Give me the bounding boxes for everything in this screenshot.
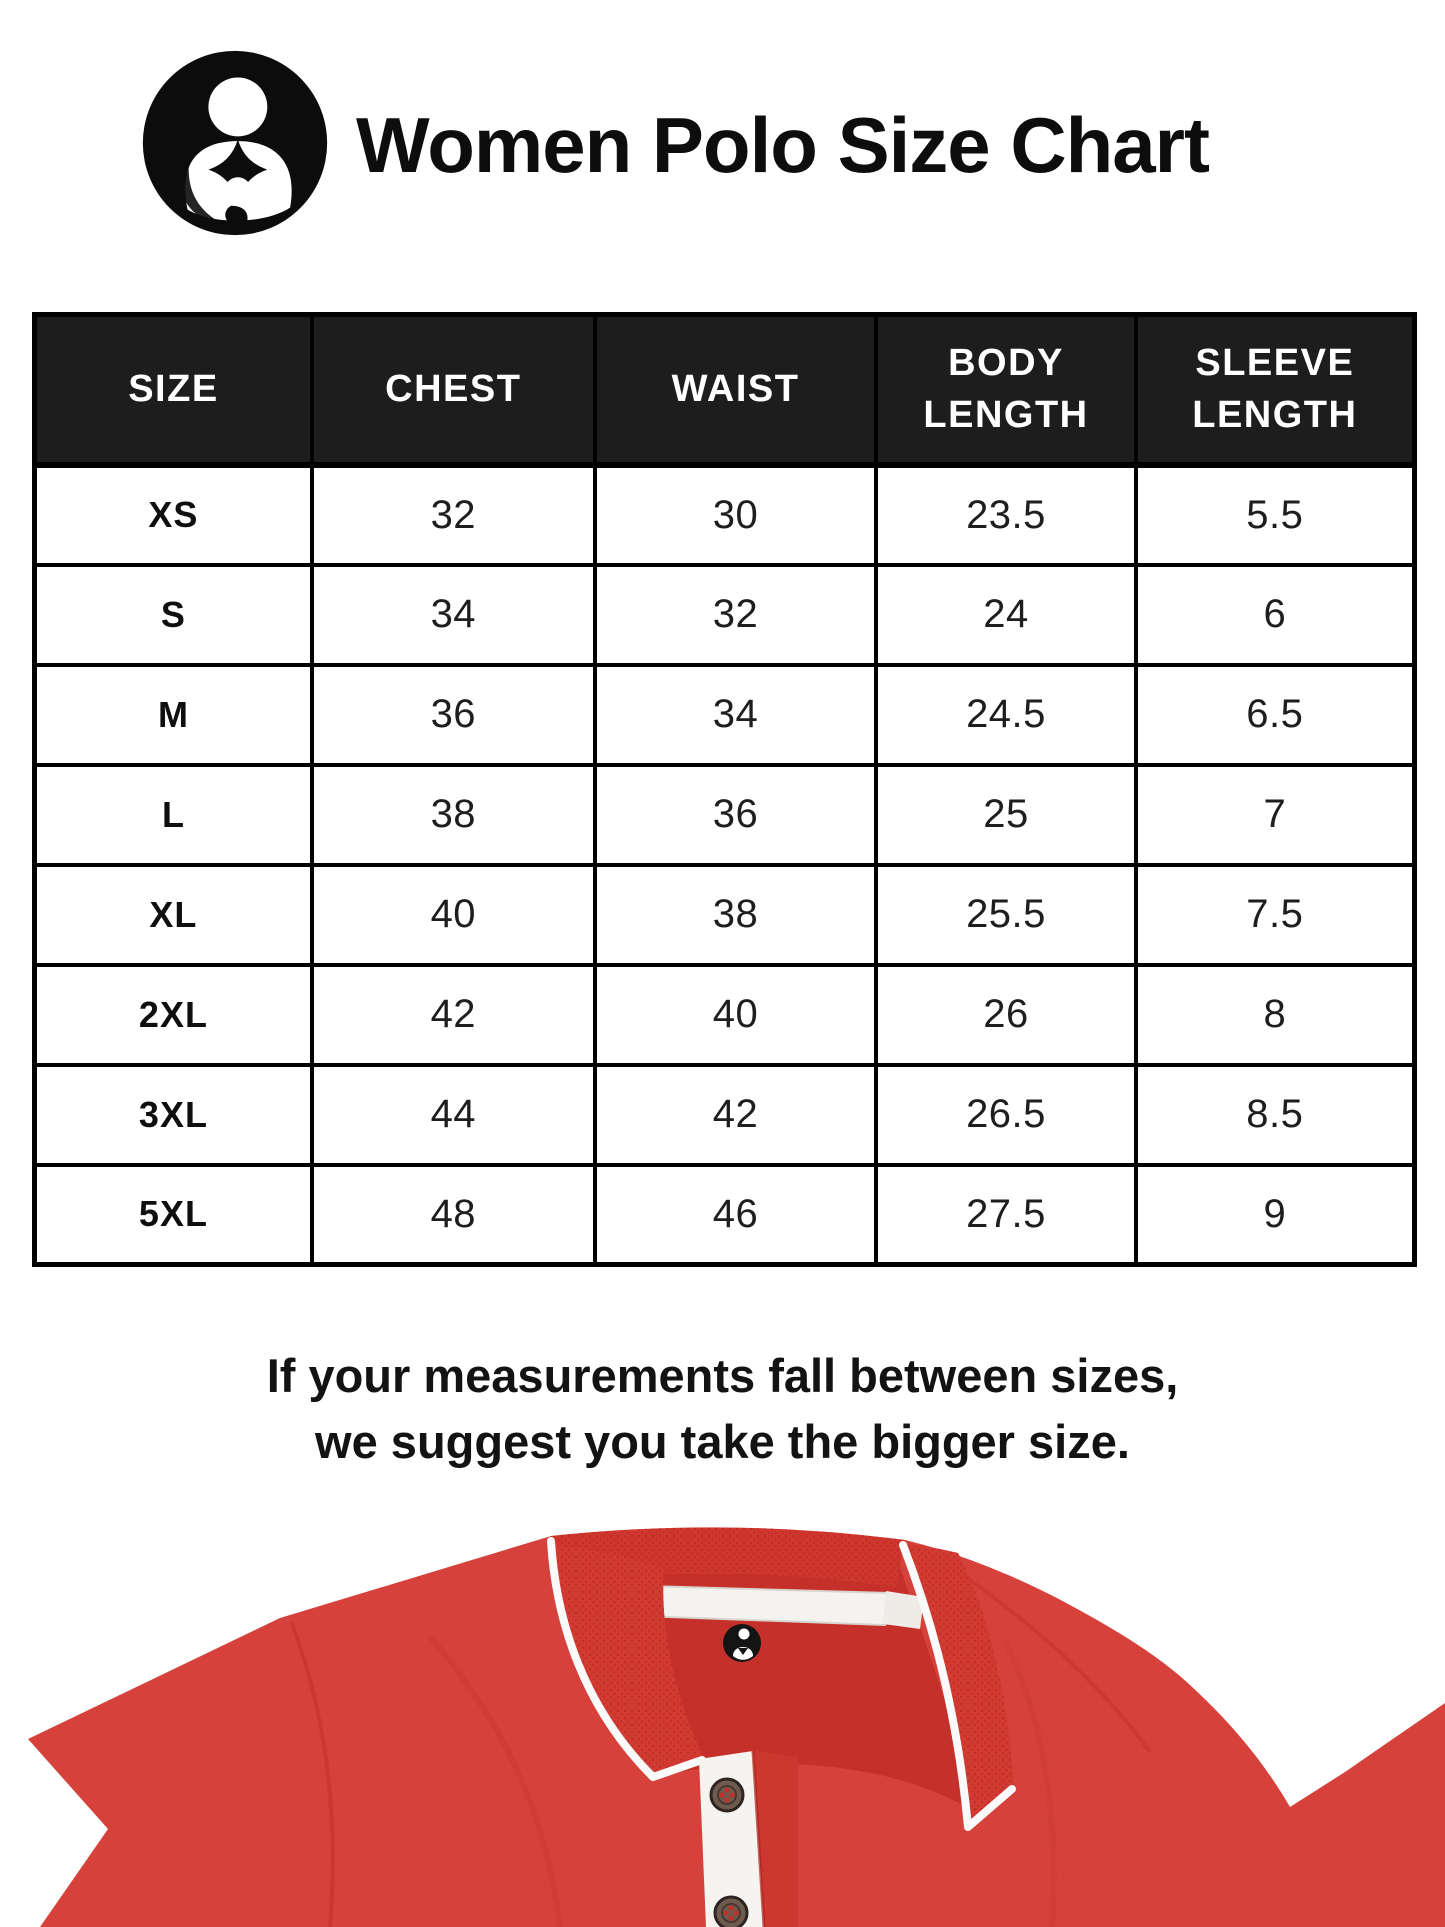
column-header-body-length: BODY LENGTH (876, 315, 1135, 465)
waist-cell: 36 (595, 765, 877, 865)
body-length-cell: 24.5 (876, 665, 1135, 765)
size-cell: M (35, 665, 312, 765)
body-length-cell: 26.5 (876, 1065, 1135, 1165)
body-length-cell: 23.5 (876, 465, 1135, 565)
sleeve-length-cell: 5.5 (1136, 465, 1415, 565)
table-row-m (35, 665, 1415, 765)
body-length-cell: 25.5 (876, 865, 1135, 965)
sleeve-length-cell: 6 (1136, 565, 1415, 665)
sleeve-length-cell: 7.5 (1136, 865, 1415, 965)
logo-head (208, 77, 267, 136)
table-row-3xl (35, 1065, 1415, 1165)
chest-cell: 34 (312, 565, 595, 665)
size-cell: L (35, 765, 312, 865)
button-top (711, 1779, 743, 1811)
body-length-cell: 27.5 (876, 1165, 1135, 1265)
column-header-size: SIZE (35, 315, 312, 465)
chest-cell: 44 (312, 1065, 595, 1165)
fit-note (0, 1343, 1445, 1475)
brand-logo-icon (138, 48, 332, 238)
body-length-cell: 25 (876, 765, 1135, 865)
table-row-xl (35, 865, 1415, 965)
table-row-l (35, 765, 1415, 865)
table-row-2xl (35, 965, 1415, 1065)
body-length-cell: 26 (876, 965, 1135, 1065)
waist-cell: 34 (595, 665, 877, 765)
collar-logo-icon (723, 1624, 761, 1662)
column-header-waist: WAIST (595, 315, 877, 465)
size-chart-table (32, 312, 1417, 1267)
waist-cell: 40 (595, 965, 877, 1065)
sleeve-length-cell: 6.5 (1136, 665, 1415, 765)
size-cell: 2XL (35, 965, 312, 1065)
chest-cell: 38 (312, 765, 595, 865)
waist-cell: 32 (595, 565, 877, 665)
chest-cell: 40 (312, 865, 595, 965)
column-header-chest: CHEST (312, 315, 595, 465)
size-cell: 5XL (35, 1165, 312, 1265)
chest-cell: 48 (312, 1165, 595, 1265)
page-title: Women Polo Size Chart (356, 101, 1209, 189)
size-cell: XL (35, 865, 312, 965)
chest-cell: 32 (312, 465, 595, 565)
size-cell: 3XL (35, 1065, 312, 1165)
table-row-xs (35, 465, 1415, 565)
table-row-s (35, 565, 1415, 665)
sleeve-length-cell: 9 (1136, 1165, 1415, 1265)
waist-cell: 30 (595, 465, 877, 565)
chest-cell: 42 (312, 965, 595, 1065)
waist-cell: 42 (595, 1065, 877, 1165)
waist-cell: 46 (595, 1165, 877, 1265)
sleeve-length-cell: 8.5 (1136, 1065, 1415, 1165)
waist-cell: 38 (595, 865, 877, 965)
body-length-cell: 24 (876, 565, 1135, 665)
sleeve-length-cell: 8 (1136, 965, 1415, 1065)
sleeve-length-cell: 7 (1136, 765, 1415, 865)
size-cell: XS (35, 465, 312, 565)
button-bottom (715, 1897, 747, 1927)
polo-shirt-photo (0, 1527, 1445, 1927)
fit-note-line1: If your measurements fall between sizes, (266, 1349, 1179, 1402)
column-header-sleeve-length: SLEEVE LENGTH (1136, 315, 1415, 465)
table-row-5xl (35, 1165, 1415, 1265)
chest-cell: 36 (312, 665, 595, 765)
header-row (35, 315, 1415, 465)
size-cell: S (35, 565, 312, 665)
fit-note-line2: we suggest you take the bigger size. (315, 1415, 1130, 1468)
